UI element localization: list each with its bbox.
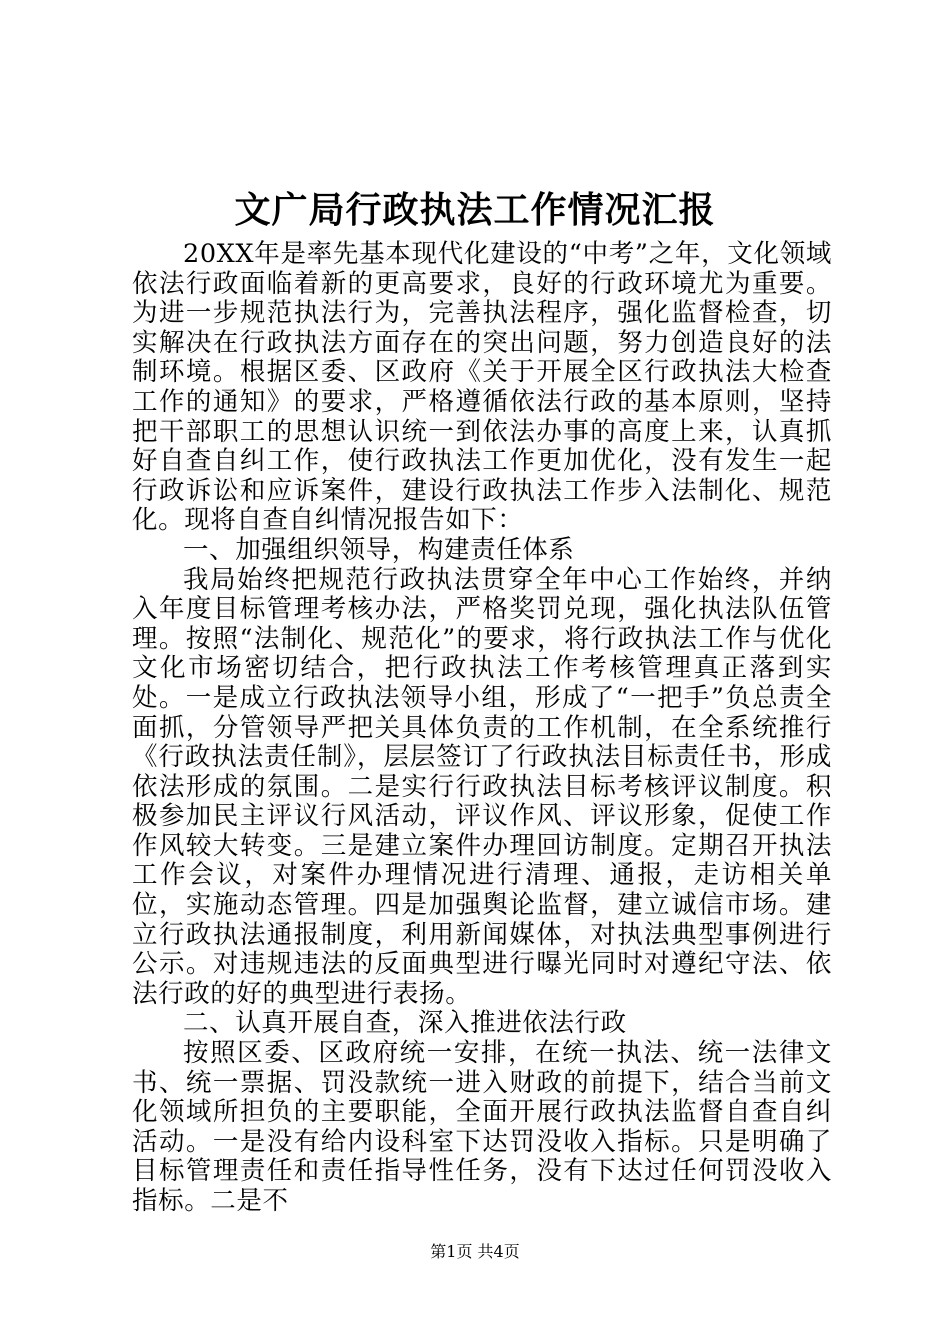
intro-paragraph: 20XX年是率先基本现代化建设的“中考”之年，文化领域依法行政面临着新的更高要求，良好的行政环境尤为重要。为进一步规范执法行为，完善执法程序，强化监督检查，切实解决在行政执法方面存在的突出问题，努力创造良好的法制环境。根据区委、区政府《关于开展全区行政执法大检查工作的通知》的要求，严格遵循依法行政的基本原则，坚持把干部职工的思想认识统一到依法办事的高度上来，认真抓好自查自纠工作，使行政执法工作更加优化，没有发生一起行政诉讼和应诉案件，建设行政执法工作步入法制化、规范化。现将自查自纠情况报告如下： [132,239,832,536]
document-title: 文广局行政执法工作情况汇报 [234,189,716,231]
document-body [132,240,832,1217]
page-number-footer: 第1页 共4页 [430,1242,520,1261]
section-2-heading: 二、认真开展自查，深入推进依法行政 [183,1008,627,1039]
section-1-heading: 一、加强组织领导，构建责任体系 [183,534,575,565]
section-2-paragraph: 按照区委、区政府统一安排，在统一执法、统一法律文书、统一票据、罚没款统一进入财政的前提下，结合当前文化领域所担负的主要职能，全面开展行政执法监督自查自纠活动。一是没有给内设科室下达罚没收入指标。只是明确了目标管理责任和责任指导性任务，没有下达过任何罚没收入指标。二是不 [132,1038,832,1216]
section-1-paragraph: 我局始终把规范行政执法贯穿全年中心工作始终，并纳入年度目标管理考核办法，严格奖罚兑现，强化执法队伍管理。按照“法制化、规范化”的要求，将行政执法工作与优化文化市场密切结合，把行政执法工作考核管理真正落到实处。一是成立行政执法领导小组，形成了“一把手”负总责全面抓，分管领导严把关具体负责的工作机制，在全系统推行《行政执法责任制》，层层签订了行政执法目标责任书，形成依法形成的氛围。二是实行行政执法目标考核评议制度。积极参加民主评议行风活动，评议作风、评议形象，促使工作作风较大转变。三是建立案件办理回访制度。定期召开执法工作会议，对案件办理情况进行清理、通报，走访相关单位，实施动态管理。四是加强舆论监督，建立诚信市场。建立行政执法通报制度，利用新闻媒体，对执法典型事例进行公示。对违规违法的反面典型进行曝光同时对遵纪守法、依法行政的好的典型进行表扬。 [132,564,832,1009]
